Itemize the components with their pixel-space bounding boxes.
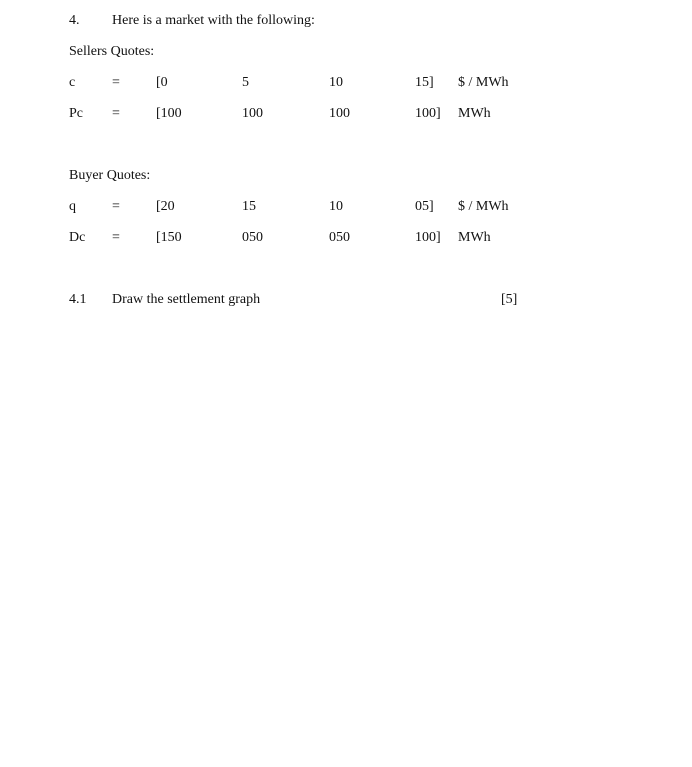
equals-sign: = [112, 75, 120, 90]
unit: $ / MWh [458, 199, 509, 214]
equals-sign: = [112, 106, 120, 121]
row-label: c [69, 75, 76, 90]
unit: $ / MWh [458, 75, 509, 90]
value-4: 100] [415, 106, 441, 121]
value-4: 05] [415, 199, 434, 214]
value-3: 10 [329, 199, 343, 214]
value-2: 5 [242, 75, 249, 90]
equals-sign: = [112, 199, 120, 214]
value-4: 15] [415, 75, 434, 90]
question-number: 4. [69, 13, 80, 28]
subquestion-marks: [5] [501, 292, 518, 307]
unit: MWh [458, 230, 491, 245]
value-4: 100] [415, 230, 441, 245]
buyers-heading: Buyer Quotes: [69, 168, 151, 183]
subquestion-number: 4.1 [69, 292, 87, 307]
row-label: q [69, 199, 76, 214]
value-1: [20 [156, 199, 175, 214]
row-label: Dc [69, 230, 86, 245]
value-3: 050 [329, 230, 350, 245]
row-label: Pc [69, 106, 83, 121]
equals-sign: = [112, 230, 120, 245]
value-1: [0 [156, 75, 168, 90]
unit: MWh [458, 106, 491, 121]
value-2: 100 [242, 106, 263, 121]
sellers-heading: Sellers Quotes: [69, 44, 155, 59]
value-2: 050 [242, 230, 263, 245]
value-3: 10 [329, 75, 343, 90]
subquestion-text: Draw the settlement graph [112, 292, 261, 307]
value-1: [100 [156, 106, 182, 121]
value-2: 15 [242, 199, 256, 214]
value-1: [150 [156, 230, 182, 245]
question-intro: Here is a market with the following: [112, 13, 315, 28]
value-3: 100 [329, 106, 350, 121]
